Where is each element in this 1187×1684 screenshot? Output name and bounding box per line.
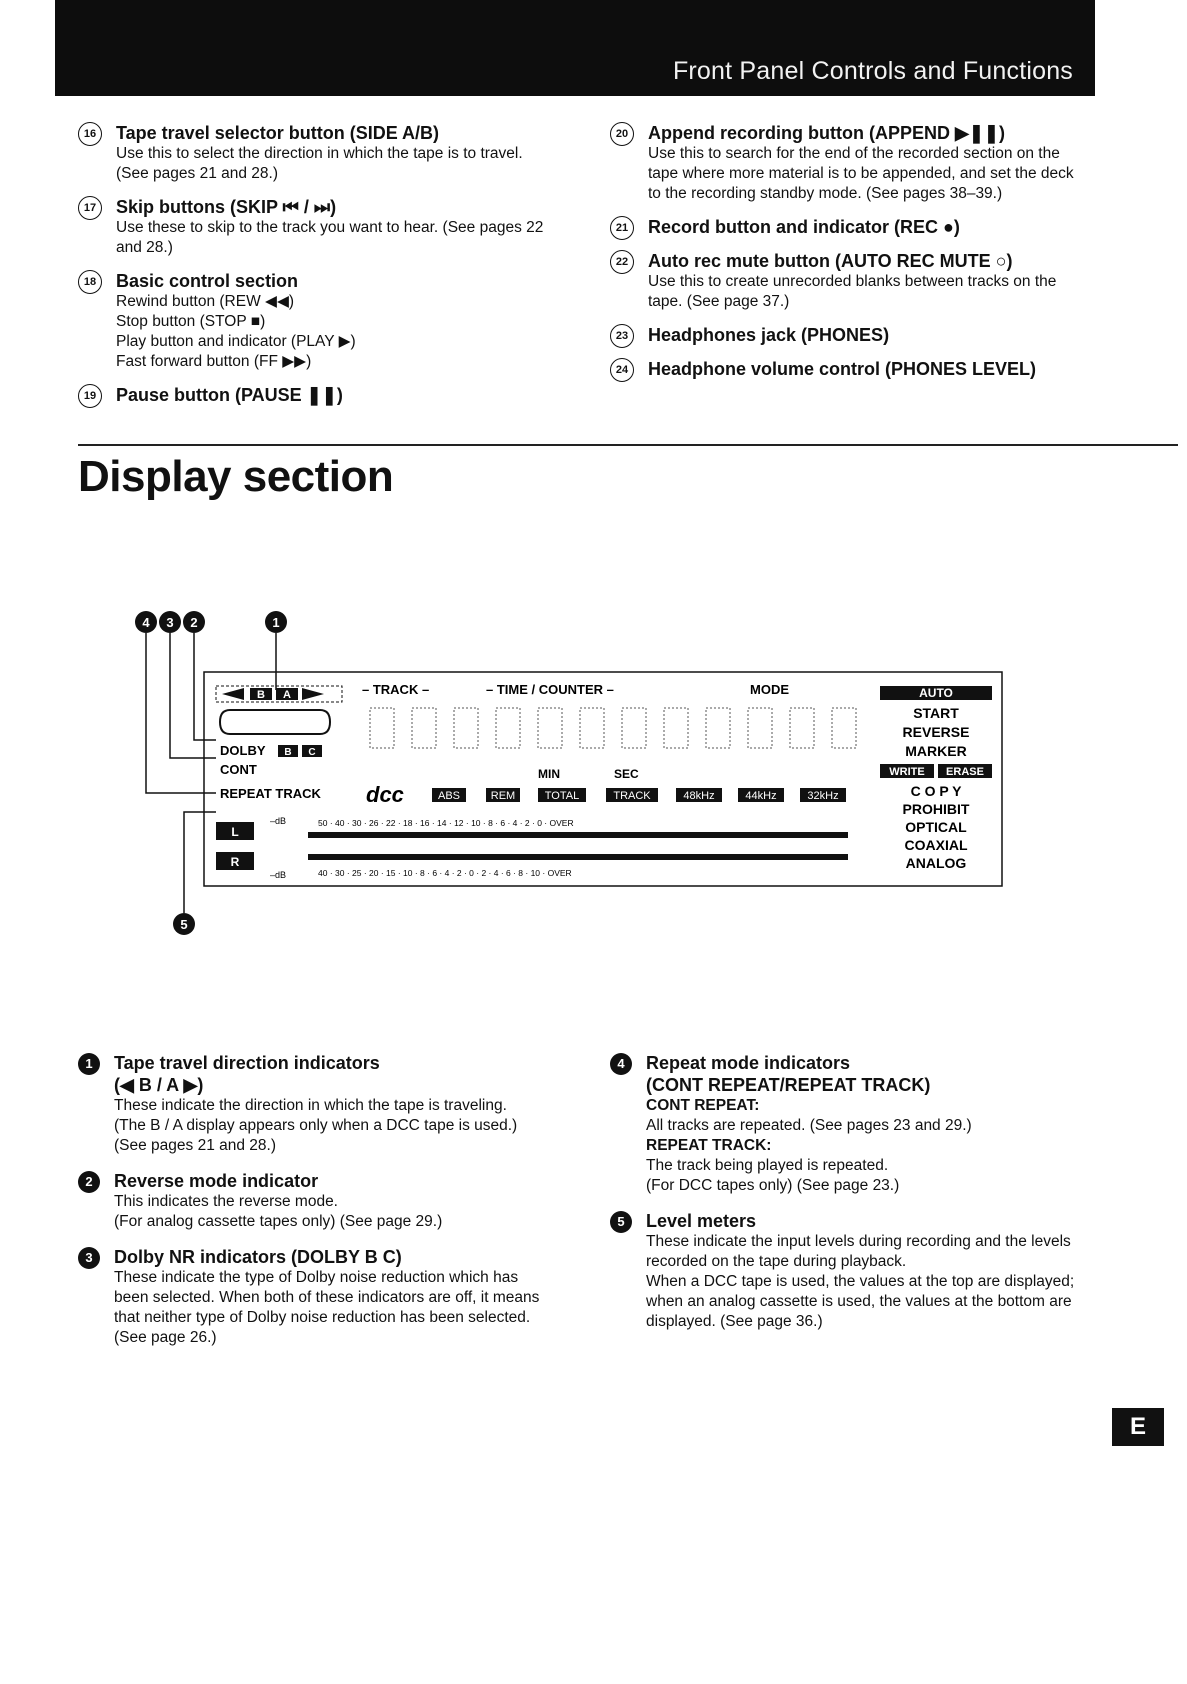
item-number: 24: [610, 358, 634, 382]
description-subheading: CONT REPEAT:: [646, 1097, 760, 1114]
descriptions-right-column: [610, 1052, 1100, 1346]
mode-reverse: REVERSE: [902, 724, 970, 740]
control-item-17: [78, 196, 548, 258]
mode-copy: C O P Y: [910, 783, 962, 799]
tag-32khz: 32kHz: [807, 790, 839, 802]
control-item-18: [78, 270, 548, 372]
reverse-mode-indicator: [220, 710, 330, 734]
description-body: This indicates the reverse mode. (For analog cassette tapes only) (See page 29.): [114, 1193, 443, 1230]
scale-top: 50 · 40 · 30 · 26 · 22 · 18 · 16 · 14 · 12 · 10 · 8 · 6 · 4 · 2 · 0 · OVER: [318, 818, 574, 828]
control-item-24: [610, 358, 1090, 380]
callout-4-label: 4: [142, 615, 150, 630]
level-l-label: L: [231, 825, 239, 839]
dcc-logo: dcc: [366, 782, 404, 807]
description-item-5: [610, 1210, 1100, 1332]
control-item-19: [78, 384, 548, 406]
control-item-20: [610, 122, 1090, 204]
level-r-label: R: [230, 855, 240, 869]
level-meter-bar-r: [308, 854, 848, 860]
section-divider: [78, 444, 1178, 446]
mode-erase: ERASE: [946, 766, 984, 778]
track-header: – TRACK –: [362, 682, 430, 697]
tag-abs: ABS: [437, 790, 461, 802]
callout-1-label: 1: [272, 615, 280, 630]
callout-3-label: 3: [166, 615, 174, 630]
controls-left-column: [78, 122, 548, 418]
description-title: Dolby NR indicators (DOLBY B C): [114, 1247, 402, 1267]
description-number: 2: [78, 1171, 100, 1193]
mode-analog: ANALOG: [905, 855, 967, 871]
page-header: [55, 0, 1095, 96]
db-label-top: –dB: [270, 816, 287, 826]
mode-prohibit: PROHIBIT: [902, 801, 970, 817]
item-title: Pause button (PAUSE ❚❚): [116, 385, 343, 405]
item-title: Record button and indicator (REC ●): [648, 217, 960, 237]
item-title: Append recording button (APPEND ▶❚❚): [648, 123, 1005, 143]
segment-digits: [370, 708, 856, 748]
callout-5-label: 5: [180, 917, 188, 932]
item-number: 23: [610, 324, 634, 348]
item-title: Headphones jack (PHONES): [648, 325, 890, 345]
format-tags: [432, 788, 846, 802]
tag-44khz: 44kHz: [745, 790, 777, 802]
item-number: 21: [610, 216, 634, 240]
description-item-3: [78, 1246, 548, 1348]
tag-track: TRACK: [613, 790, 651, 802]
mode-write: WRITE: [889, 766, 925, 778]
display-panel-frame: [204, 672, 1002, 886]
item-body: Use this to create unrecorded blanks between tracks on the tape. (See page 37.): [648, 273, 1057, 310]
mode-header: MODE: [750, 682, 789, 697]
item-number: 19: [78, 384, 102, 408]
item-title: Tape travel selector button (SIDE A/B): [116, 123, 440, 143]
direction-right-arrow: [302, 688, 324, 700]
item-number: 18: [78, 270, 102, 294]
mode-optical: OPTICAL: [905, 819, 967, 835]
item-title: Basic control section: [116, 271, 299, 291]
item-title: Auto rec mute button (AUTO REC MUTE ○): [648, 251, 1013, 271]
language-badge: E: [1112, 1408, 1164, 1446]
description-body: These indicate the type of Dolby noise reduction which has been selected. When both of these indicators are off, it means that neither type of Dolby noise reduction has been selected. (See page 26.): [114, 1269, 540, 1346]
description-title: Level meters: [646, 1211, 757, 1231]
item-body: Use these to skip to the track you want to hear. (See pages 22 and 28.): [116, 219, 544, 256]
section-title: Display section: [78, 452, 394, 501]
description-number: 3: [78, 1247, 100, 1269]
time-header: – TIME / COUNTER –: [486, 682, 614, 697]
description-number: 4: [610, 1053, 632, 1075]
descriptions-left-column: [78, 1052, 548, 1362]
db-label-bottom: –dB: [270, 870, 287, 880]
item-title: Skip buttons (SKIP ⏮ / ⏭): [116, 197, 337, 217]
item-number: 22: [610, 250, 634, 274]
item-body: Use this to search for the end of the recorded section on the tape where more material is to be appended, and set the deck to the recording standby mode. (See pages 38–39.): [648, 145, 1074, 202]
item-number: 17: [78, 196, 102, 220]
description-title: Tape travel direction indicators (◀ B / A ▶): [114, 1053, 380, 1095]
description-body: The track being played is repeated. (For DCC tapes only) (See page 23.): [646, 1157, 900, 1194]
header-title: Front Panel Controls and Functions: [672, 57, 1073, 85]
control-item-22: [610, 250, 1090, 312]
control-item-23: [610, 324, 1090, 346]
min-label: MIN: [538, 767, 560, 781]
description-item-4: [610, 1052, 1100, 1196]
control-item-16: [78, 122, 548, 184]
direction-left-arrow: [222, 688, 244, 700]
tag-rem: REM: [490, 790, 516, 802]
description-body: All tracks are repeated. (See pages 23 and 29.): [646, 1117, 972, 1134]
description-number: 1: [78, 1053, 100, 1075]
scale-bottom: 40 · 30 · 25 · 20 · 15 · 10 · 8 · 6 · 4 · 2 · 0 · 2 · 4 · 6 · 8 · 10 · OVER: [318, 868, 572, 878]
direction-a-label: A: [283, 689, 291, 701]
description-number: 5: [610, 1211, 632, 1233]
direction-b-label: B: [257, 689, 265, 701]
mode-coaxial: COAXIAL: [904, 837, 968, 853]
mode-marker: MARKER: [905, 743, 967, 759]
description-title: Repeat mode indicators (CONT REPEAT/REPEAT TRACK): [646, 1053, 931, 1095]
item-number: 16: [78, 122, 102, 146]
sec-label: SEC: [614, 767, 639, 781]
controls-right-column: [610, 122, 1090, 392]
dolby-c-label: C: [308, 747, 316, 758]
dolby-b-label: B: [284, 747, 292, 758]
item-number: 20: [610, 122, 634, 146]
mode-auto: AUTO: [919, 686, 953, 700]
callout-2-label: 2: [190, 615, 198, 630]
description-subheading: REPEAT TRACK:: [646, 1137, 772, 1154]
repeat-label: REPEAT TRACK: [220, 786, 321, 801]
description-title: Reverse mode indicator: [114, 1171, 319, 1191]
description-body: These indicate the direction in which the tape is traveling. (The B / A display appears only when a DCC tape is used.) (See pages 21 and 28.): [114, 1097, 518, 1154]
tag-total: TOTAL: [544, 790, 580, 802]
mode-start: START: [913, 705, 959, 721]
description-body: These indicate the input levels during recording and the levels recorded on the tape during playback. When a DCC tape is used, the values at the top are displayed; when an analog cassette is used, the values at the bottom are displayed. (See page 36.): [646, 1233, 1075, 1330]
cont-label: CONT: [220, 762, 257, 777]
level-meter-bar-l: [308, 832, 848, 838]
dolby-label: DOLBY: [220, 743, 266, 758]
item-body: Rewind button (REW ◀◀) Stop button (STOP ■) Play button and indicator (PLAY ▶) Fast forward button (FF ▶▶): [116, 293, 356, 370]
item-title: Headphone volume control (PHONES LEVEL): [648, 359, 1037, 379]
tag-48khz: 48kHz: [683, 790, 715, 802]
description-item-2: [78, 1170, 548, 1232]
control-item-21: [610, 216, 1090, 238]
description-item-1: [78, 1052, 548, 1156]
item-body: Use this to select the direction in which the tape is to travel. (See pages 21 and 28.): [116, 145, 523, 182]
